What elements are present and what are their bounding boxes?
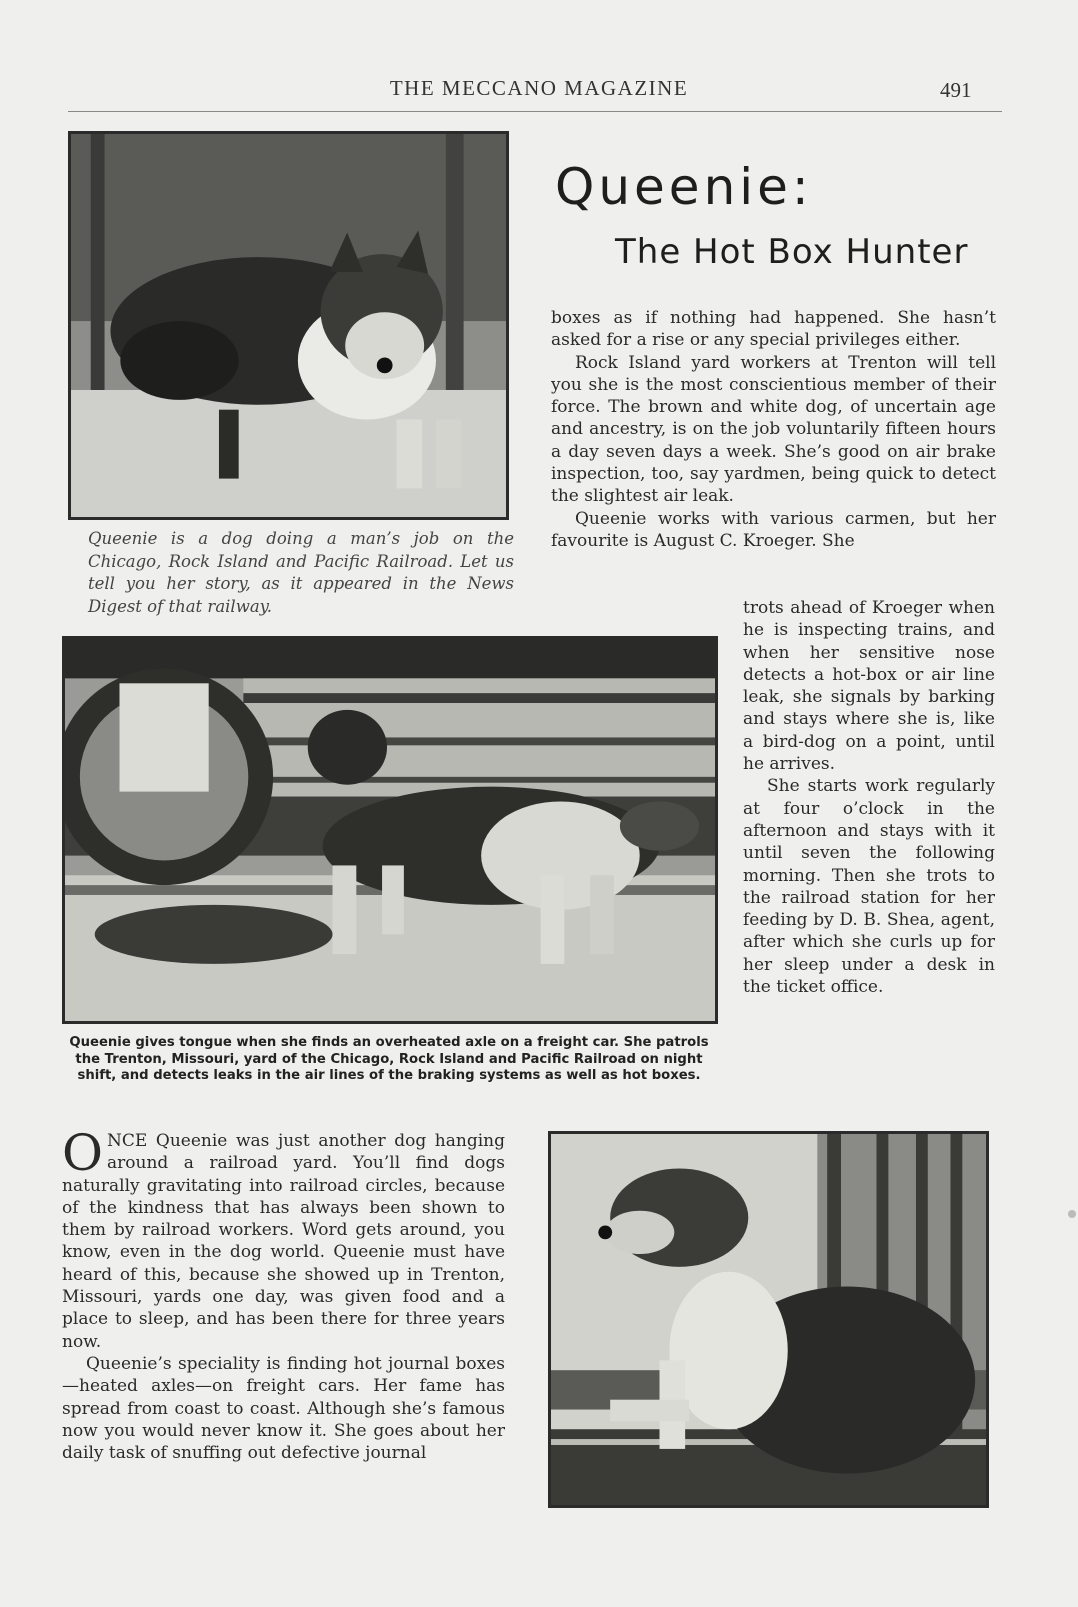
article-title: Queenie: bbox=[555, 158, 813, 216]
paragraph: She starts work regularly at four o’clock in the afternoon and stays with it until seven the following morning. Then she trots to the railroad station for her feeding by D. B. Shea, agent, after which she curls up for her sleep under a desk in the ticket office. bbox=[743, 776, 995, 998]
paragraph: trots ahead of Kroeger when he is inspecting trains, and when her sensitive nose detects a hot-box or air line leak, she signals by barking and stays where she is, like a bird-dog on a point, until he arrives. bbox=[743, 598, 995, 775]
page-number: 491 bbox=[940, 78, 972, 102]
paragraph: Rock Island yard workers at Trenton will tell you she is the most conscientious member of their force. The brown and white dog, of uncertain age and ancestry, is on the job voluntarily fifteen hours a day seven days a week. She’s good on air brake inspection, too, say yardmen, being quick to detect the slightest air leak. bbox=[551, 352, 996, 507]
paragraph: boxes as if nothing had happened. She hasn’t asked for a rise or any special privileges either. bbox=[551, 308, 996, 351]
photo-queenie-at-wheel bbox=[62, 636, 718, 1024]
paragraph: Queenie works with various carmen, but her favourite is August C. Kroeger. She bbox=[551, 508, 996, 551]
photo-queenie-sitting bbox=[548, 1131, 989, 1508]
narrow-column-text bbox=[743, 597, 995, 998]
caption-top-photo: Queenie is a dog doing a man’s job on the Chicago, Rock Island and Pacific Railroad. Let us tell you her story, as it appeared in the News Digest of that railway. bbox=[88, 529, 514, 616]
header-rule bbox=[68, 111, 1002, 112]
magazine-header: THE MECCANO MAGAZINE bbox=[389, 76, 689, 100]
right-column-text bbox=[551, 307, 996, 552]
paragraph: NCE Queenie was just another dog hanging around a railroad yard. You’ll find dogs naturally gravitating into railroad circles, because of the kindness that has always been shown to them by railroad workers. Word gets around, you know, even in the dog world. Queenie must have heard of this, because she showed up in Trenton, Missouri, yards one day, was given food and a place to sleep, and has been there for three years now. bbox=[62, 1131, 505, 1352]
photo-queenie-portrait bbox=[68, 131, 509, 520]
caption-middle-photo: Queenie gives tongue when she finds an overheated axle on a freight car. She patrols the Trenton, Missouri, yard of the Chicago, Rock Island and Pacific Railroad on night shift, and detects leaks in the air lines of the braking systems as well as hot boxes. bbox=[69, 1035, 709, 1083]
article-subtitle: The Hot Box Hunter bbox=[615, 232, 969, 272]
paragraph: Queenie’s speciality is finding hot journal boxes—heated axles—on freight cars. Her fame has spread from coast to coast. Although she’s famous now you would never know it. She goes about her daily task of snuffing out defective journal bbox=[62, 1353, 505, 1464]
page-speck bbox=[1068, 1210, 1076, 1218]
left-column-text bbox=[62, 1124, 505, 1464]
drop-cap: O bbox=[62, 1124, 103, 1182]
